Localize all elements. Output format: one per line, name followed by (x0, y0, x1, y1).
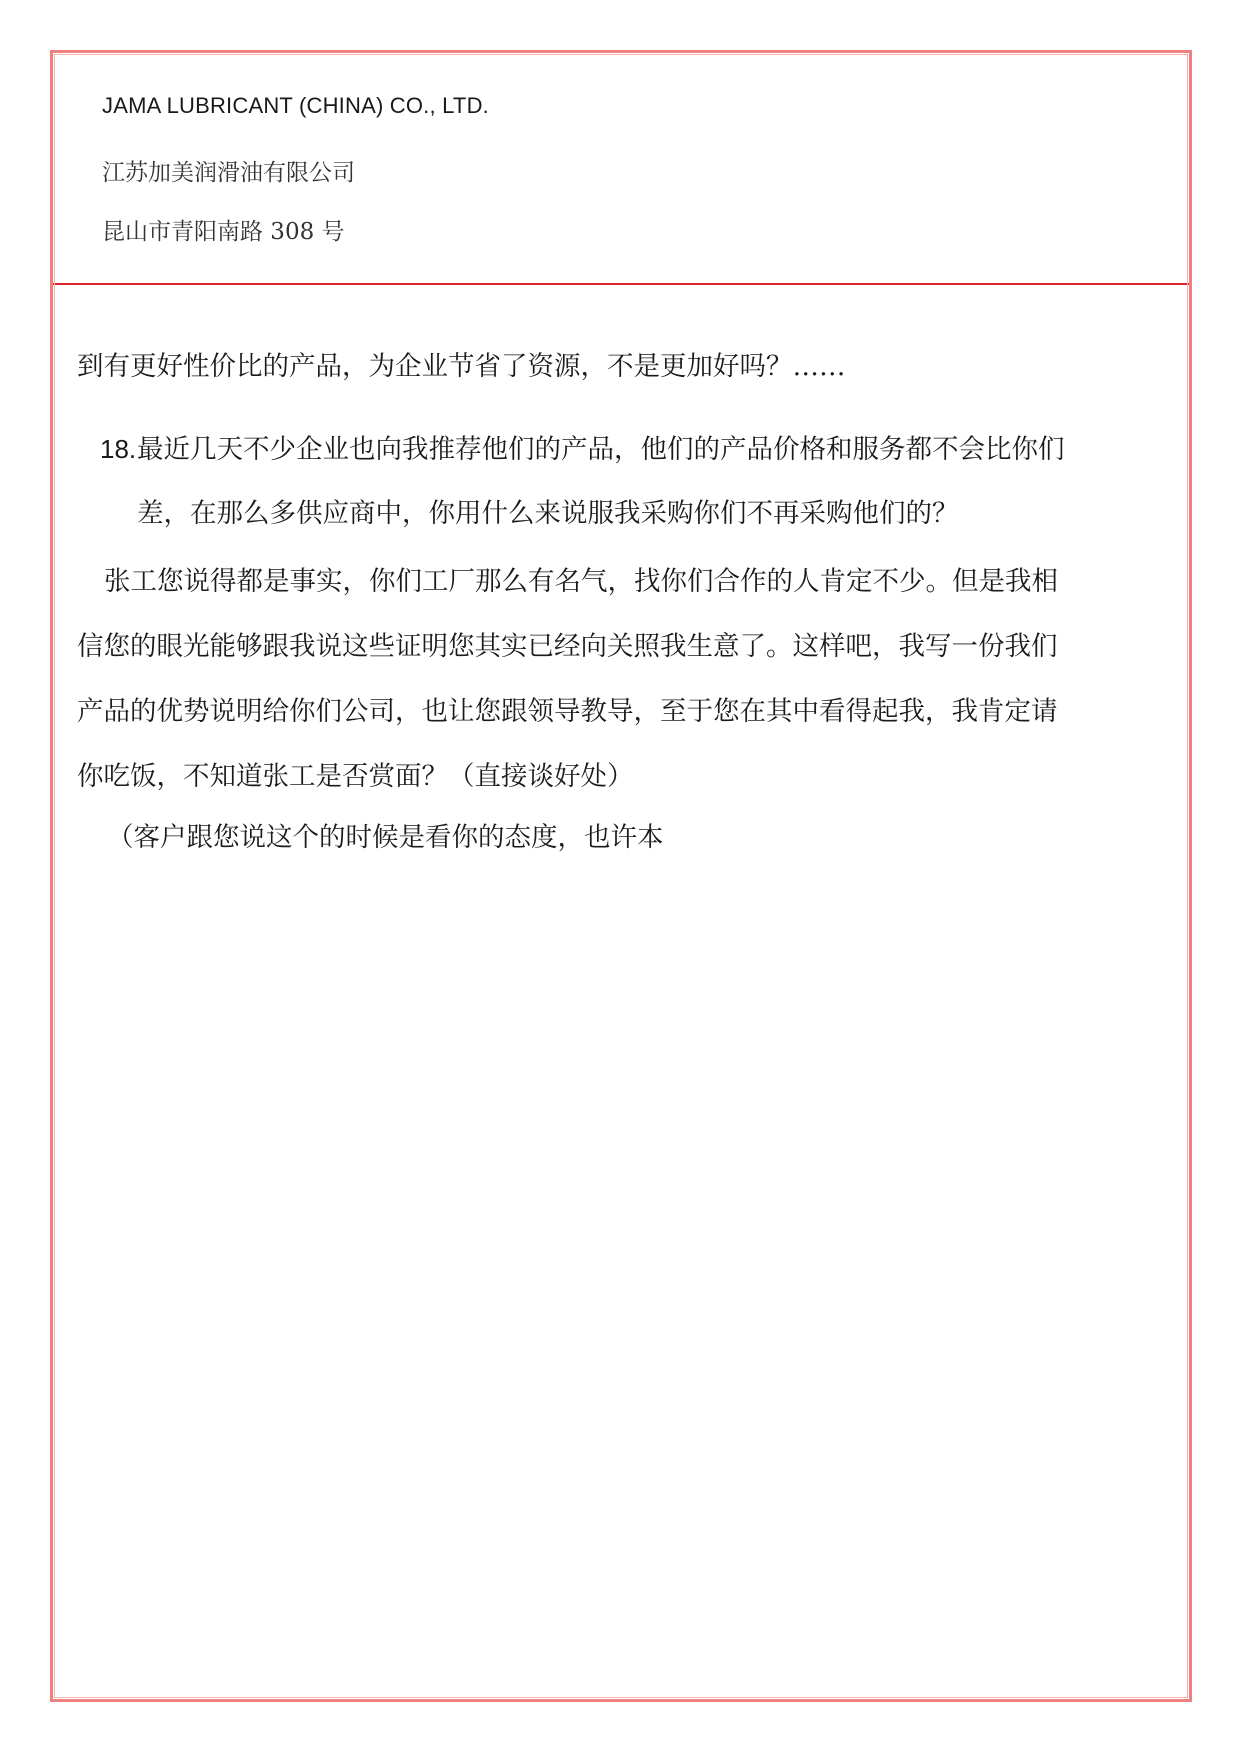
answer-paragraph (77, 549, 1171, 809)
answer-line-4: 你吃饭，不知道张工是否赏面？（直接谈好处） (77, 761, 634, 792)
page-frame (50, 50, 1192, 1702)
company-name-english: JAMA LUBRICANT (CHINA) CO., LTD. (102, 93, 489, 118)
note-paragraph: （客户跟您说这个的时候是看你的态度，也许本 (107, 822, 664, 853)
answer-line-1: 张工您说得都是事实，你们工厂那么有名气，找你们合作的人肯定不少。但是我相 (104, 566, 1058, 597)
question-line-1: 最近几天不少企业也向我推荐他们的产品，他们的产品价格和服务都不会比你们 (137, 434, 1065, 465)
answer-line-2: 信您的眼光能够跟我说这些证明您其实已经向关照我生意了。这样吧，我写一份我们 (77, 631, 1058, 662)
company-name-chinese: 江苏加美润滑油有限公司 (102, 160, 355, 186)
company-address: 昆山市青阳南路 308 号 (102, 219, 345, 245)
question-line-2: 差，在那么多供应商中，你用什么来说服我采购你们不再采购他们的？ (137, 498, 959, 529)
continued-paragraph: 到有更好性价比的产品，为企业节省了资源，不是更加好吗？…… (77, 351, 846, 382)
question-number: 18. (100, 434, 137, 464)
answer-line-3: 产品的优势说明给你们公司，也让您跟领导教导，至于您在其中看得起我，我肯定请 (77, 696, 1058, 727)
letterhead (53, 53, 1189, 285)
